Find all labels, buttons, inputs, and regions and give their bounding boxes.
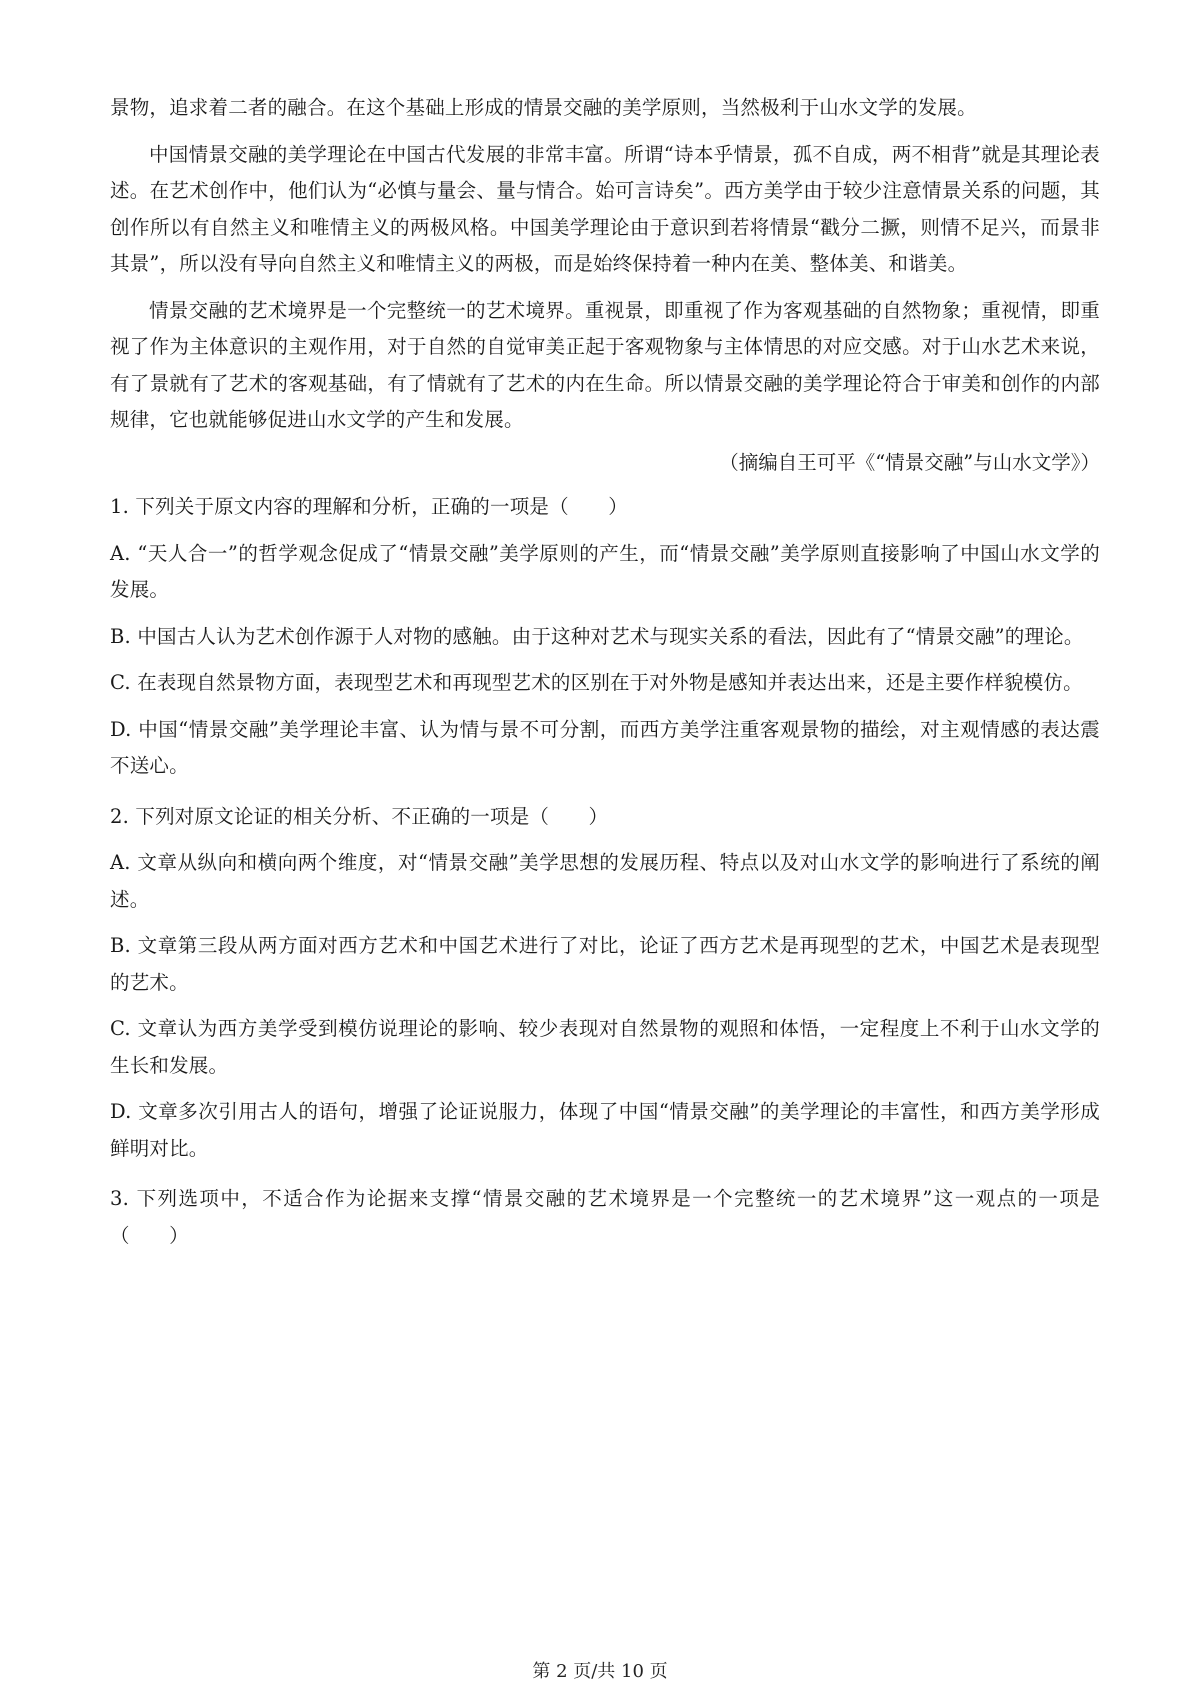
question-1-option-a: A. “天人合一”的哲学观念促成了“情景交融”美学原则的产生，而“情景交融”美学原则直接影响了中国山水文学的发展。 — [110, 541, 1100, 601]
question-3-stem: 3. 下列选项中，不适合作为论据来支撑“情景交融的艺术境界是一个完整统一的艺术境界”这一观点的一项是（ ） — [110, 1187, 1100, 1247]
question-1-option-d: D. 中国“情景交融”美学理论丰富、认为情与景不可分割，而西方美学注重客观景物的描绘，对主观情感的表达震不送心。 — [110, 717, 1100, 777]
question-3 — [110, 1181, 1100, 1254]
question-2-option-a: A. 文章从纵向和横向两个维度，对“情景交融”美学思想的发展历程、特点以及对山水文学的影响进行了系统的阐述。 — [110, 851, 1100, 911]
question-2-option-c: C. 文章认为西方美学受到模仿说理论的影响、较少表现对自然景物的观照和体悟，一定程度上不利于山水文学的生长和发展。 — [110, 1017, 1100, 1077]
question-2-option-b: B. 文章第三段从两方面对西方艺术和中国艺术进行了对比，论证了西方艺术是再现型的艺术，中国艺术是表现型的艺术。 — [110, 934, 1100, 994]
question-1-option-c: C. 在表现自然景物方面，表现型艺术和再现型艺术的区别在于对外物是感知并表达出来，还是主要作样貌模仿。 — [110, 671, 1083, 694]
question-1-stem: 1. 下列关于原文内容的理解和分析，正确的一项是（ ） — [110, 495, 628, 518]
question-2-stem: 2. 下列对原文论证的相关分析、不正确的一项是（ ） — [110, 804, 609, 828]
passage-source: （摘编自王可平《“情景交融”与山水文学》） — [719, 450, 1100, 474]
passage-paragraph-1: 中国情景交融的美学理论在中国古代发展的非常丰富。所谓“诗本乎情景，孤不自成，两不相背”就是其理论表述。在艺术创作中，他们认为“必慎与量会、量与情合。始可言诗矣”。西方美学由于较少注意情景关系的问题，其创作所以有自然主义和唯情主义的两极风格。中国美学理论由于意识到若将情景“戳分二撅，则情不足兴，而景非其景”，所以没有导向自然主义和唯情主义的两极，而是始终保持着一种内在美、整体美、和谐美。 — [110, 142, 1100, 275]
passage-paragraph-2: 情景交融的艺术境界是一个完整统一的艺术境界。重视景，即重视了作为客观基础的自然物象；重视情，即重视了作为主体意识的主观作用，对于自然的自觉审美正起于客观物象与主体情思的对应交感。对于山水艺术来说，有了景就有了艺术的客观基础，有了情就有了艺术的内在生命。所以情景交融的美学理论符合于审美和创作的内部规律，它也就能够促进山水文学的产生和发展。 — [110, 298, 1100, 431]
question-2 — [110, 799, 1100, 1168]
question-1 — [110, 489, 1100, 785]
passage-paragraph-continued: 景物，追求着二者的融合。在这个基础上形成的情景交融的美学原则，当然极利于山水文学的发展。 — [110, 96, 977, 119]
question-2-option-d: D. 文章多次引用古人的语句，增强了论证说服力，体现了中国“情景交融”的美学理论的丰富性，和西方美学形成鲜明对比。 — [110, 1100, 1100, 1160]
question-1-option-b: B. 中国古人认为艺术创作源于人对物的感触。由于这种对艺术与现实关系的看法，因此有了“情景交融”的理论。 — [110, 624, 1084, 648]
document-page — [110, 90, 1100, 1254]
page-footer: 第 2 页/共 10 页 — [532, 1661, 668, 1682]
